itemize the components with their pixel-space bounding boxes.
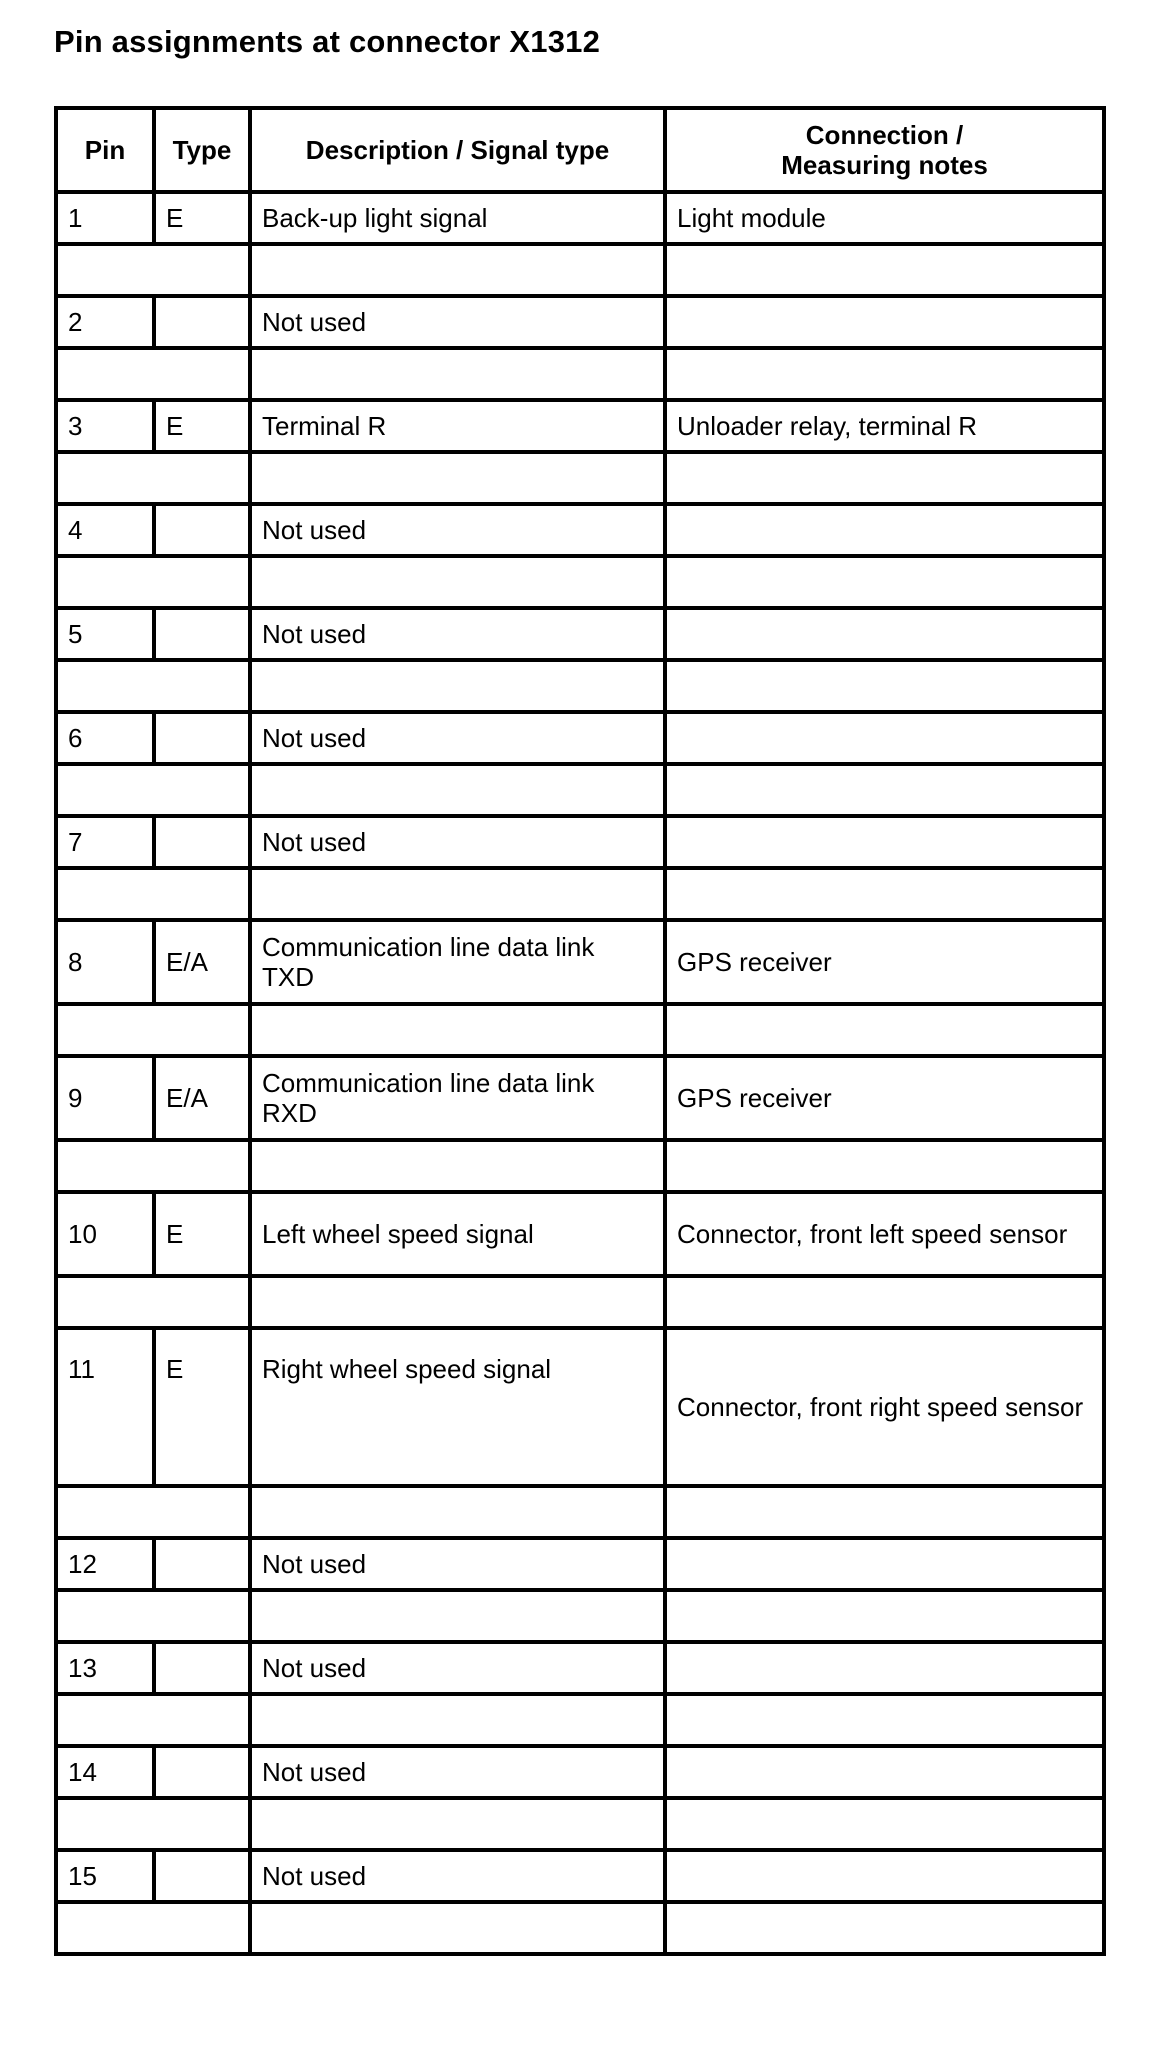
- cell-connection: Light module: [665, 192, 1104, 244]
- spacer-cell: [56, 1276, 250, 1328]
- table-row: [56, 1192, 1104, 1276]
- spacer-row: [56, 764, 1104, 816]
- cell-connection: [665, 1538, 1104, 1590]
- spacer-row: [56, 868, 1104, 920]
- spacer-cell: [665, 348, 1104, 400]
- spacer-row: [56, 1694, 1104, 1746]
- spacer-cell: [665, 764, 1104, 816]
- page-title: Pin assignments at connector X1312: [54, 24, 601, 59]
- spacer-row: [56, 1902, 1104, 1954]
- spacer-row: [56, 556, 1104, 608]
- table-row: [56, 504, 1104, 556]
- spacer-cell: [665, 556, 1104, 608]
- cell-type: [154, 1538, 250, 1590]
- header-connection: [665, 108, 1104, 192]
- spacer-row: [56, 1004, 1104, 1056]
- spacer-cell: [665, 660, 1104, 712]
- cell-connection: Unloader relay, terminal R: [665, 400, 1104, 452]
- cell-pin: 3: [56, 400, 154, 452]
- table-row: [56, 608, 1104, 660]
- table-row: [56, 400, 1104, 452]
- spacer-cell: [56, 660, 250, 712]
- cell-connection: GPS receiver: [665, 920, 1104, 1004]
- cell-pin: 15: [56, 1850, 154, 1902]
- header-type: Type: [154, 108, 250, 192]
- spacer-cell: [56, 556, 250, 608]
- spacer-row: [56, 1798, 1104, 1850]
- cell-pin: 2: [56, 296, 154, 348]
- spacer-cell: [56, 1694, 250, 1746]
- spacer-cell: [665, 452, 1104, 504]
- cell-pin: 5: [56, 608, 154, 660]
- pin-assignment-table: [54, 106, 1106, 1956]
- cell-pin: 8: [56, 920, 154, 1004]
- cell-pin: 9: [56, 1056, 154, 1140]
- spacer-cell: [250, 1694, 665, 1746]
- spacer-cell: [250, 1902, 665, 1954]
- cell-type: E: [154, 192, 250, 244]
- spacer-cell: [250, 764, 665, 816]
- spacer-cell: [665, 244, 1104, 296]
- cell-connection: [665, 1746, 1104, 1798]
- cell-description: Not used: [250, 296, 665, 348]
- spacer-cell: [56, 1902, 250, 1954]
- table-row: [56, 920, 1104, 1004]
- spacer-row: [56, 348, 1104, 400]
- header-description: Description / Signal type: [250, 108, 665, 192]
- table-row: [56, 712, 1104, 764]
- cell-connection: Connector, front right speed sensor: [665, 1328, 1104, 1486]
- spacer-cell: [665, 1004, 1104, 1056]
- cell-connection: [665, 712, 1104, 764]
- spacer-cell: [250, 556, 665, 608]
- header-connection-line1: Connection /: [805, 120, 964, 150]
- spacer-cell: [250, 244, 665, 296]
- cell-description: Communication line data link RXD: [250, 1056, 665, 1140]
- spacer-row: [56, 1140, 1104, 1192]
- cell-description: Right wheel speed signal: [250, 1328, 665, 1486]
- cell-connection: Connector, front left speed sensor: [665, 1192, 1104, 1276]
- spacer-row: [56, 452, 1104, 504]
- spacer-row: [56, 244, 1104, 296]
- table-row: [56, 1746, 1104, 1798]
- spacer-cell: [56, 1486, 250, 1538]
- cell-connection: [665, 1850, 1104, 1902]
- spacer-cell: [250, 1486, 665, 1538]
- cell-description: Not used: [250, 504, 665, 556]
- spacer-cell: [56, 452, 250, 504]
- cell-description: Not used: [250, 1538, 665, 1590]
- table-row: [56, 1056, 1104, 1140]
- spacer-cell: [250, 452, 665, 504]
- cell-description: Not used: [250, 816, 665, 868]
- cell-type: [154, 1850, 250, 1902]
- table-row: [56, 296, 1104, 348]
- cell-type: [154, 816, 250, 868]
- cell-type: E/A: [154, 920, 250, 1004]
- cell-pin: 13: [56, 1642, 154, 1694]
- table-row: [56, 1328, 1104, 1486]
- cell-description: Communication line data link TXD: [250, 920, 665, 1004]
- spacer-row: [56, 1486, 1104, 1538]
- spacer-cell: [665, 1140, 1104, 1192]
- table-row: [56, 192, 1104, 244]
- spacer-cell: [665, 1798, 1104, 1850]
- cell-description: Terminal R: [250, 400, 665, 452]
- cell-description: Not used: [250, 608, 665, 660]
- spacer-cell: [250, 1140, 665, 1192]
- cell-type: E: [154, 400, 250, 452]
- cell-type: [154, 1642, 250, 1694]
- cell-pin: 12: [56, 1538, 154, 1590]
- table-row: [56, 1538, 1104, 1590]
- spacer-cell: [250, 868, 665, 920]
- cell-type: E: [154, 1192, 250, 1276]
- spacer-row: [56, 1276, 1104, 1328]
- spacer-cell: [56, 1798, 250, 1850]
- spacer-cell: [250, 660, 665, 712]
- cell-description: Not used: [250, 1850, 665, 1902]
- cell-pin: 10: [56, 1192, 154, 1276]
- cell-description: Not used: [250, 1642, 665, 1694]
- header-pin: Pin: [56, 108, 154, 192]
- table-row: [56, 816, 1104, 868]
- spacer-row: [56, 660, 1104, 712]
- cell-type: [154, 296, 250, 348]
- spacer-row: [56, 1590, 1104, 1642]
- spacer-cell: [56, 244, 250, 296]
- spacer-cell: [665, 1590, 1104, 1642]
- spacer-cell: [56, 764, 250, 816]
- spacer-cell: [665, 868, 1104, 920]
- cell-description: Left wheel speed signal: [250, 1192, 665, 1276]
- cell-connection: [665, 816, 1104, 868]
- cell-type: [154, 504, 250, 556]
- spacer-cell: [665, 1276, 1104, 1328]
- table-header-row: [56, 108, 1104, 192]
- spacer-cell: [56, 1004, 250, 1056]
- spacer-cell: [56, 868, 250, 920]
- spacer-cell: [250, 1798, 665, 1850]
- cell-type: E: [154, 1328, 250, 1486]
- cell-pin: 11: [56, 1328, 154, 1486]
- table-row: [56, 1642, 1104, 1694]
- spacer-cell: [250, 1276, 665, 1328]
- cell-pin: 7: [56, 816, 154, 868]
- cell-pin: 6: [56, 712, 154, 764]
- cell-type: [154, 1746, 250, 1798]
- header-connection-line2: Measuring notes: [781, 150, 988, 180]
- cell-connection: GPS receiver: [665, 1056, 1104, 1140]
- spacer-cell: [665, 1902, 1104, 1954]
- cell-pin: 4: [56, 504, 154, 556]
- cell-type: [154, 608, 250, 660]
- spacer-cell: [56, 348, 250, 400]
- cell-description: Back-up light signal: [250, 192, 665, 244]
- spacer-cell: [665, 1694, 1104, 1746]
- cell-pin: 1: [56, 192, 154, 244]
- cell-description: Not used: [250, 712, 665, 764]
- spacer-cell: [56, 1140, 250, 1192]
- table-row: [56, 1850, 1104, 1902]
- cell-pin: 14: [56, 1746, 154, 1798]
- cell-connection: [665, 296, 1104, 348]
- cell-type: E/A: [154, 1056, 250, 1140]
- spacer-cell: [250, 1590, 665, 1642]
- cell-description: Not used: [250, 1746, 665, 1798]
- spacer-cell: [250, 1004, 665, 1056]
- spacer-cell: [665, 1486, 1104, 1538]
- cell-connection: [665, 1642, 1104, 1694]
- cell-connection: [665, 608, 1104, 660]
- spacer-cell: [250, 348, 665, 400]
- cell-connection: [665, 504, 1104, 556]
- spacer-cell: [56, 1590, 250, 1642]
- cell-type: [154, 712, 250, 764]
